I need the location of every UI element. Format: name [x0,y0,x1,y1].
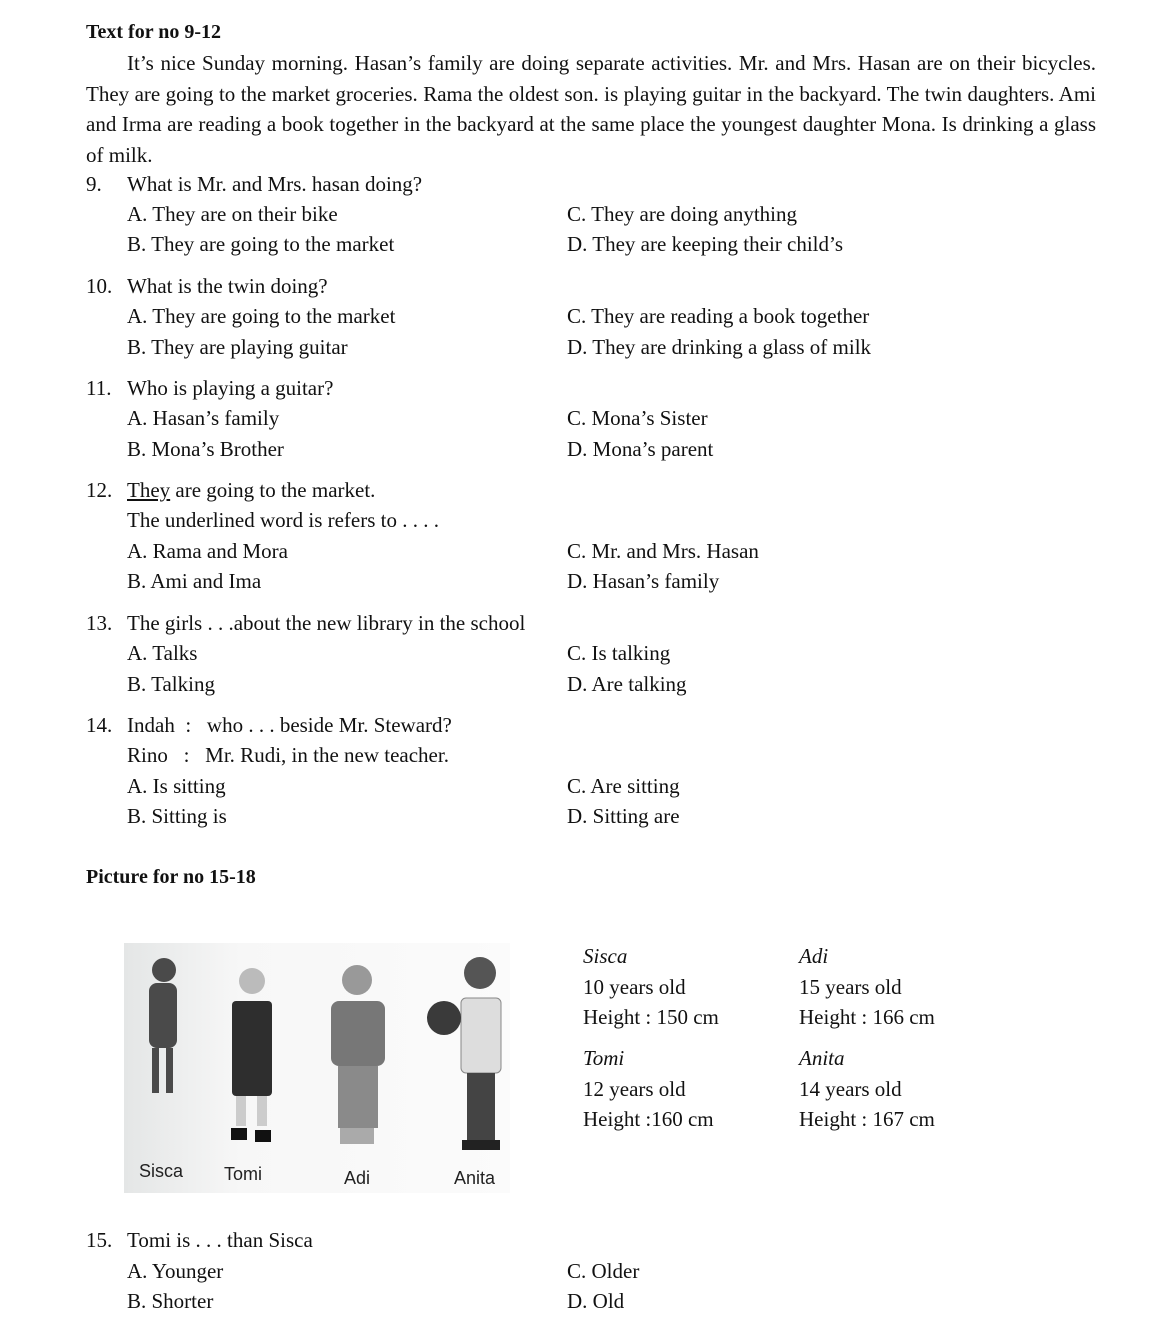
question-number: 15. [86,1228,113,1252]
question-number: 12. [86,478,113,502]
section-title-picture-15-18: Picture for no 15-18 [86,866,256,888]
option-c: C. They are reading a book together [567,304,870,328]
option-d: D. They are drinking a glass of milk [567,335,872,359]
profile-name-tomi: Tomi [583,1046,625,1070]
question-number: 10. [86,274,113,298]
profile-name-sisca: Sisca [583,944,628,968]
profile-height-tomi: Height :160 cm [583,1107,714,1131]
underlined-word: They [127,478,171,502]
profile-height-sisca: Height : 150 cm [583,1005,719,1029]
question-10 [86,273,328,299]
caption-tomi: Tomi [224,1164,263,1184]
option-b: B. Mona’s Brother [127,437,284,461]
question-text: are going to the market. [170,478,376,502]
option-a: A. They are on their bike [127,202,338,226]
profile-age-adi: 15 years old [799,975,902,999]
option-c: C. They are doing anything [567,202,797,226]
caption-sisca: Sisca [139,1161,184,1181]
tomi-figure [231,968,272,1142]
option-a: A. Rama and Mora [127,539,288,563]
question-text: Who is playing a guitar? [127,376,334,400]
option-c: C. Are sitting [567,774,680,798]
question-9 [86,171,422,197]
question-number: 13. [86,611,113,635]
option-d: D. They are keeping their child’s [567,232,844,256]
question-text: What is Mr. and Mrs. hasan doing? [127,172,423,196]
option-a: A. They are going to the market [127,304,396,328]
option-b: B. They are going to the market [127,232,395,256]
question-number: 9. [86,172,102,196]
option-c: C. Older [567,1259,640,1283]
caption-adi: Adi [344,1168,371,1188]
option-d: D. Sitting are [567,804,680,828]
option-d: D. Old [567,1289,625,1313]
option-b: B. Ami and Ima [127,569,262,593]
question-13 [86,610,525,636]
reading-passage: It’s nice Sunday morning. Hasan’s family are doing separate activities. Mr. and Mrs. Hasan are on their bicycles. They are going to the market groceries. Rama the oldest son. is playing guitar in the backyard. The twin daughters. Ami and Irma are reading a book together in the backyard at the same place the youngest daughter Mona. Is drinking a glass of milk. [86,51,1096,167]
question-text: Tomi is . . . than Sisca [127,1228,313,1252]
option-a: A. Younger [127,1259,224,1283]
profile-age-tomi: 12 years old [583,1077,686,1101]
profile-name-adi: Adi [799,944,829,968]
question-12-instruction: The underlined word is refers to . . . . [127,508,439,532]
dialogue-line-1: Indah : who . . . beside Mr. Steward? [127,713,452,737]
option-b: B. Talking [127,672,215,696]
option-c: C. Is talking [567,641,671,665]
option-a: A. Hasan’s family [127,406,280,430]
option-b: B. Sitting is [127,804,227,828]
option-a: A. Is sitting [127,774,226,798]
profile-name-anita: Anita [799,1046,845,1070]
profile-age-sisca: 10 years old [583,975,686,999]
sisca-figure [149,958,177,1093]
option-c: C. Mr. and Mrs. Hasan [567,539,759,563]
dialogue-line-2: Rino : Mr. Rudi, in the new teacher. [127,743,449,767]
question-12 [86,477,375,503]
children-illustration [124,943,510,1193]
question-text: The girls . . .about the new library in the school [127,611,526,635]
children-picture [124,943,510,1193]
question-number: 11. [86,376,112,400]
section-title-text-9-12: Text for no 9-12 [86,21,221,43]
question-14 [86,712,452,738]
caption-anita: Anita [454,1168,496,1188]
option-b: B. Shorter [127,1289,214,1313]
profile-height-adi: Height : 166 cm [799,1005,935,1029]
option-d: D. Hasan’s family [567,569,720,593]
question-number: 14. [86,713,113,737]
option-a: A. Talks [127,641,198,665]
profile-height-anita: Height : 167 cm [799,1107,935,1131]
profile-age-anita: 14 years old [799,1077,902,1101]
question-text: What is the twin doing? [127,274,328,298]
anita-figure [427,957,501,1150]
option-c: C. Mona’s Sister [567,406,708,430]
question-15 [86,1227,313,1253]
question-11 [86,375,333,401]
option-b: B. They are playing guitar [127,335,348,359]
option-d: D. Mona’s parent [567,437,714,461]
option-d: D. Are talking [567,672,687,696]
adi-figure [331,965,385,1144]
